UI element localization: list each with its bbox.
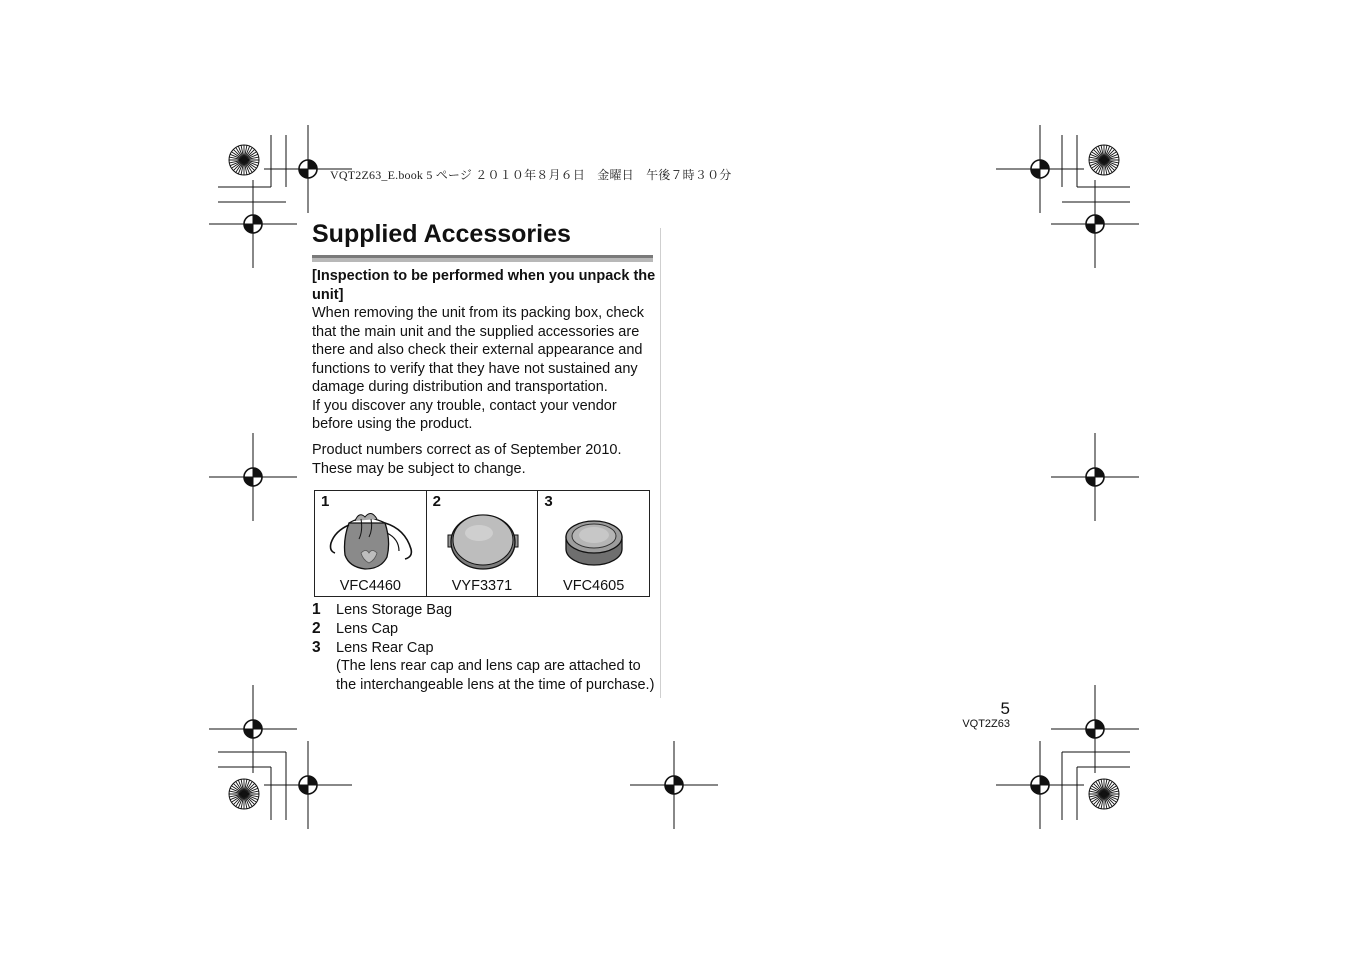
list-item-number: 1 [312,601,321,618]
accessory-cell [427,491,539,596]
paragraph: Product numbers correct as of September 2010. These may be subject to change. [312,442,622,477]
paragraph: When removing the unit from its packing box, check that the main unit and the supplied accessories are there and also check their external appearance and functions to verify that they have not sustained any damage during distribution and transportation. [312,305,645,395]
list-item-label: Lens Storage Bag [336,602,453,618]
accessory-number: 1 [321,493,330,510]
list-item [312,601,662,620]
inspection-body [312,304,657,434]
book-file-header: VQT2Z63_E.book 5 ページ ２０１０年８月６日 金曜日 午後７時３０分 [330,168,732,182]
list-item [312,620,662,639]
accessory-number: 2 [432,493,442,510]
list-item-label: Lens Rear Cap [336,639,434,656]
page-number: 5 [1000,699,1010,718]
paragraph: If you discover any trouble, contact your vendor before using the product. [312,397,617,432]
accessory-code: VFC4605 [563,578,625,594]
list-item-number: 3 [312,638,321,656]
accessory-cell [315,491,427,596]
lens-cap-icon [437,509,529,573]
model-code: VQT2Z63 [962,718,1010,730]
accessory-number: 3 [544,493,553,510]
accessory-code: VYF3371 [451,578,513,594]
accessories-table [314,490,650,597]
accessory-cell [538,491,649,596]
accessories-list [312,601,662,695]
inspection-subheading: [Inspection to be performed when you unpack the unit] [312,268,656,303]
rear-cap-note: (The lens rear cap and lens cap are attached to the interchangeable lens at the time of purchase.) [336,658,655,694]
lens-rear-cap-icon [548,509,640,573]
title-rule-shade [312,258,653,262]
page-title: Supplied Accessories [312,220,571,248]
accessory-code: VFC4460 [339,578,401,594]
list-item [312,639,662,658]
list-item-number: 2 [312,619,321,637]
list-item-label: Lens Cap [336,620,399,637]
lens-storage-bag-icon [325,509,417,573]
product-numbers-note [312,441,657,478]
